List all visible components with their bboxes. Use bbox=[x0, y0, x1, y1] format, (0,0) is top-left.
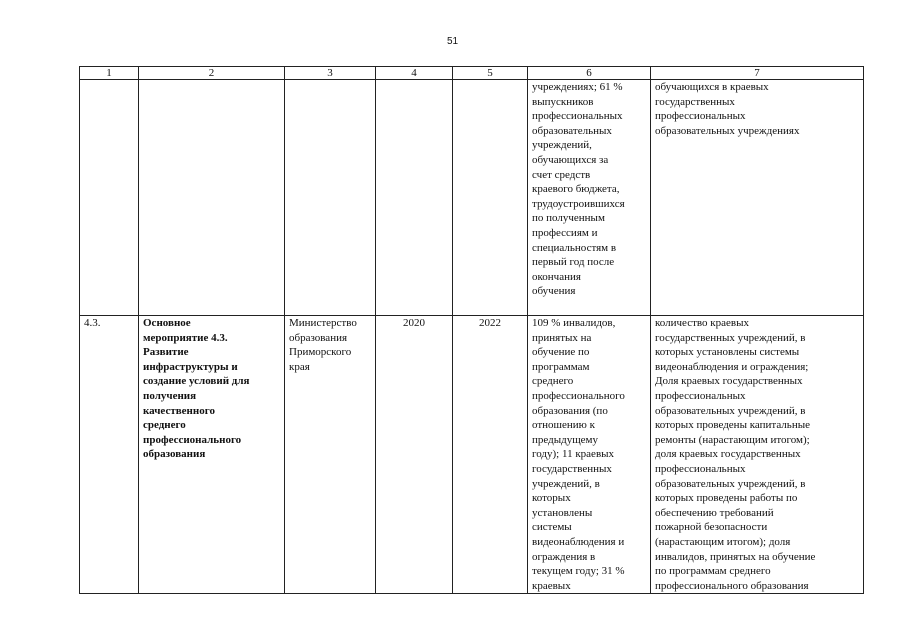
cell-indicator-values: учреждениях; 61 % выпускников профессиональных образовательных учреждений, обучающихся за счет средств краевого бюджета, трудоустроившихся по полученным профессиям и специальностям в первый год после окончания обучения bbox=[528, 80, 651, 316]
header-col-1: 1 bbox=[80, 67, 139, 80]
measures-table bbox=[79, 66, 864, 594]
cell-number: 4.3. bbox=[80, 316, 139, 594]
cell-indicator-values: 109 % инвалидов, принятых на обучение по программам среднего профессионального образования (по отношению к предыдущему году); 11 краевых государственных учреждений, в которых установлены системы видеонаблюдения и ограждения в текущем году; 31 % краевых bbox=[528, 316, 651, 594]
cell-empty bbox=[453, 80, 528, 316]
cell-indicator-names: количество краевых государственных учреждений, в которых установлены системы видеонаблюдения и ограждения; Доля краевых государственных профессиональных образовательных учреждений, в которых проведены капитальные ремонты (нарастающим итогом); доля краевых государственных профессиональных образовательных учреждений, в которых проведены работы по обеспечению требований пожарной безопасности (нарастающим итогом); доля инвалидов, принятых на обучение по программам среднего профессионального образования bbox=[651, 316, 864, 594]
header-row bbox=[80, 67, 864, 80]
cell-empty bbox=[139, 80, 285, 316]
table-row-4-3 bbox=[80, 316, 864, 594]
page-number: 51 bbox=[446, 36, 459, 47]
header-col-4: 4 bbox=[376, 67, 453, 80]
header-col-3: 3 bbox=[285, 67, 376, 80]
header-col-2: 2 bbox=[139, 67, 285, 80]
cell-empty bbox=[80, 80, 139, 316]
header-col-7: 7 bbox=[651, 67, 864, 80]
cell-end-year: 2022 bbox=[453, 316, 528, 594]
table-row-continuation bbox=[80, 80, 864, 316]
cell-empty bbox=[285, 80, 376, 316]
cell-indicator-names: обучающихся в краевых государственных профессиональных образовательных учреждениях bbox=[651, 80, 864, 316]
cell-start-year: 2020 bbox=[376, 316, 453, 594]
header-col-5: 5 bbox=[453, 67, 528, 80]
header-col-6: 6 bbox=[528, 67, 651, 80]
cell-executor: Министерство образования Приморского края bbox=[285, 316, 376, 594]
cell-measure-title: Основное мероприятие 4.3. Развитие инфраструктуры и создание условий для получения качественного среднего профессионального образования bbox=[139, 316, 285, 594]
cell-empty bbox=[376, 80, 453, 316]
